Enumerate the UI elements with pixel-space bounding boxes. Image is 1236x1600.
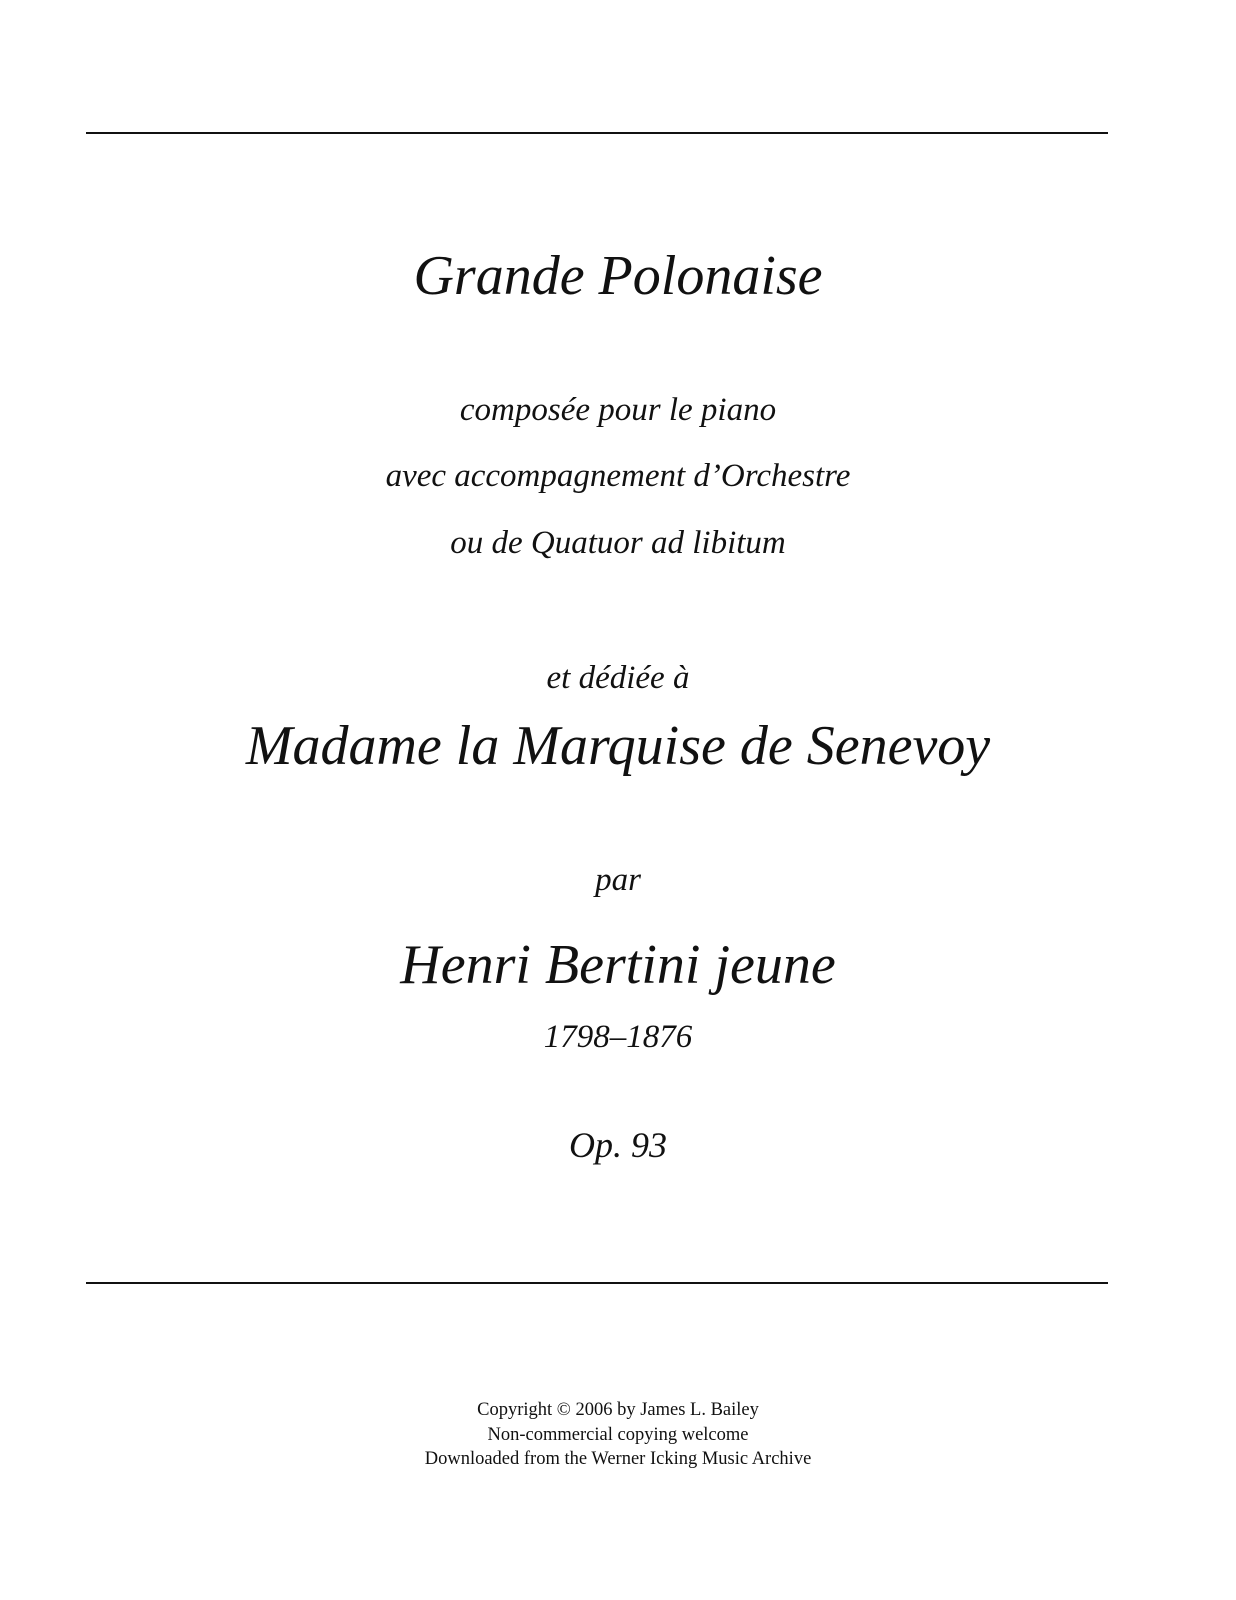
bottom-rule <box>86 1282 1108 1284</box>
dedication-intro: et dédiée à <box>546 660 690 696</box>
top-rule <box>86 132 1108 134</box>
composer-years: 1798–1876 <box>543 1019 693 1055</box>
by-word: par <box>595 862 641 898</box>
composer-name: Henri Bertini jeune <box>400 934 836 996</box>
footer-copyright: Copyright © 2006 by James L. Bailey <box>477 1400 759 1420</box>
footer-source: Downloaded from the Werner Icking Music Archive <box>424 1449 812 1469</box>
subtitle-line-3: ou de Quatuor ad libitum <box>450 525 786 561</box>
work-title: Grande Polonaise <box>413 245 823 307</box>
subtitle-line-1: composée pour le piano <box>459 392 777 428</box>
footer-copying-note: Non-commercial copying welcome <box>487 1425 749 1445</box>
subtitle-line-2: avec accompagnement d’Orchestre <box>385 458 851 494</box>
opus-number: Op. 93 <box>569 1125 667 1165</box>
dedicatee-name: Madame la Marquise de Senevoy <box>245 715 991 777</box>
